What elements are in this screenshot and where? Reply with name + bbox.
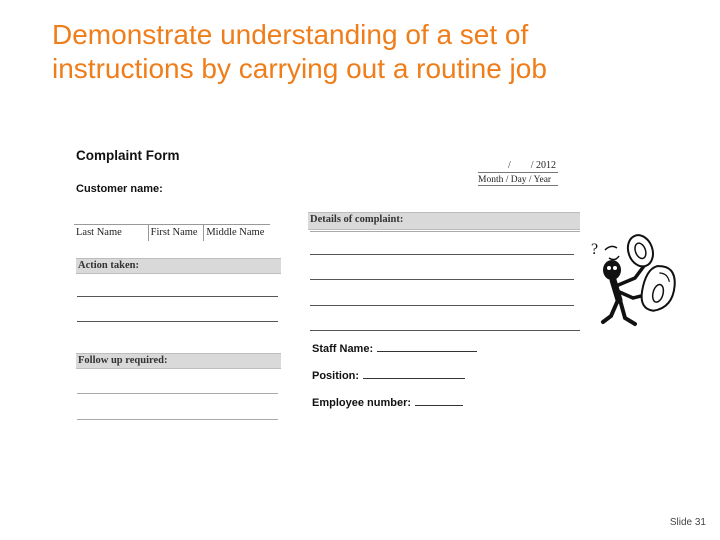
complaint-form (70, 140, 590, 430)
action-line-2[interactable] (77, 321, 278, 322)
slide-number: Slide 31 (669, 517, 706, 528)
date-sep-2: / (530, 160, 534, 171)
details-line-1[interactable] (310, 231, 580, 232)
date-labels: Month / Day / Year (478, 175, 558, 186)
action-line-1[interactable] (77, 296, 278, 297)
follow-up-line-2[interactable] (77, 419, 278, 420)
staff-name-row[interactable] (312, 341, 477, 355)
date-year: 2012 (536, 160, 556, 171)
details-line-3[interactable] (310, 279, 574, 280)
staff-name-label: Staff Name: (312, 343, 374, 355)
last-name-label: Last Name (74, 225, 149, 241)
details-line-2[interactable] (310, 254, 574, 255)
date-sep-1: / (508, 160, 511, 171)
details-header: Details of complaint: (308, 212, 580, 230)
position-row[interactable] (312, 368, 465, 382)
employee-number-blank[interactable] (415, 395, 463, 406)
form-title: Complaint Form (76, 148, 180, 163)
action-taken-header: Action taken: (76, 258, 281, 274)
staff-name-blank[interactable] (377, 341, 477, 352)
follow-up-header: Follow up required: (76, 353, 281, 369)
slide-title: Demonstrate understanding of a set of instructions by carrying out a routine job (52, 19, 547, 84)
follow-up-line-1[interactable] (77, 393, 278, 394)
question-mark: ? (591, 241, 599, 258)
confused-stick-figure-icon (585, 228, 685, 336)
employee-number-label: Employee number: (312, 397, 412, 409)
middle-name-label: Middle Name (206, 227, 265, 238)
date-separators (508, 160, 534, 171)
details-line-5[interactable] (310, 330, 580, 331)
customer-name-label: Customer name: (76, 183, 163, 195)
position-blank[interactable] (363, 368, 465, 379)
first-name-label: First Name (149, 225, 205, 241)
details-line-4[interactable] (310, 305, 574, 306)
employee-number-row[interactable] (312, 395, 463, 409)
customer-name-fields[interactable] (74, 224, 270, 241)
position-label: Position: (312, 370, 360, 382)
